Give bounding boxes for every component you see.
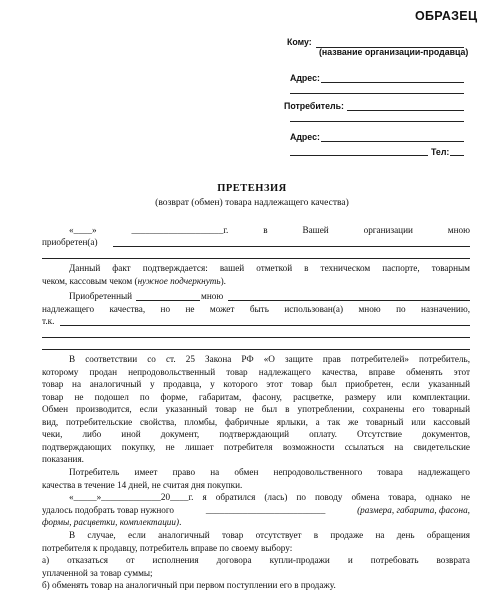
acquired-blank-line [136, 300, 200, 301]
product-blank-line [113, 246, 470, 247]
right-line: качества в течение 14 дней, не считая дня покупки. [42, 479, 243, 490]
consumer-blank-line-2 [290, 121, 464, 122]
request-text-end: . [179, 517, 182, 527]
word: быть [249, 304, 269, 314]
address2-blank-line [321, 141, 464, 142]
law-line: Обмен производится, если указанный товар не был в употреблении, сохранены его товарный [42, 404, 470, 414]
org-hint: (название организации-продавца) [319, 47, 469, 57]
address2-label: Адрес: [290, 132, 320, 142]
address2-blank-line-2 [290, 155, 428, 156]
word: надлежащего [42, 304, 95, 314]
word: по [396, 304, 406, 314]
word: назначению, [421, 304, 470, 314]
proof-text-end: ). [220, 276, 226, 286]
law-line: чеки, либо иной документ, подтверждающий оплату. Отсутствие документов, [42, 429, 470, 439]
purchase-day-blank: «____» [69, 225, 97, 235]
because-label: т.к. [42, 316, 55, 326]
law-line: показания. [42, 454, 84, 464]
proof-text: чеком, кассовым чеком ( [42, 276, 138, 286]
blank-line [42, 258, 470, 259]
purchase-date-blank: ____________________г. [131, 225, 229, 235]
word: но [160, 304, 171, 314]
to-label: Кому: [287, 37, 312, 47]
reason-blank-line [60, 325, 470, 326]
law-line: вид, потребительские свойства, пломбы, фабричные ярлыки, а так же товарный или кассовый [42, 416, 470, 427]
phone-blank-line [450, 155, 464, 156]
proof-line-1: Данный факт подтверждается: вашей отметкой в техническом паспорте, товарным [69, 263, 470, 273]
right-line: Потребитель имеет право на обмен непродовольственного товара надлежащего [69, 467, 470, 477]
word: не [185, 304, 195, 314]
request-line-2 [42, 504, 470, 517]
word: использован(а) [284, 304, 344, 314]
word: качества, [109, 304, 146, 314]
choice-line: В случае, если аналогичный товар отсутствует в продаже на день обращения [69, 530, 470, 540]
proof-hint: нужное подчеркнуть [137, 276, 221, 286]
option-a-line: а) отказаться от исполнения договора купли-продажи и потребовать возврата [42, 555, 470, 565]
blank-line [42, 337, 470, 338]
request-text: удалось подобрать товар нужного [42, 504, 174, 515]
word: организации [363, 225, 413, 235]
law-line: товар не подошел по форме, габаритам, фасону, расцветке, размеру или комплектации. [42, 391, 470, 402]
sample-label: ОБРАЗЕЦ [415, 9, 478, 23]
request-hint: (размера, габарита, фасона, [357, 504, 470, 515]
proof-line-2 [42, 275, 226, 288]
request-line-1: «_____»_____________20____г. я обратился (лась) по поводу обмена товара, однако не [69, 492, 470, 502]
address1-label: Адрес: [290, 73, 320, 83]
defect-line-2 [42, 303, 470, 316]
word: может [209, 304, 235, 314]
consumer-blank-line [347, 110, 464, 111]
blank-line [42, 349, 470, 350]
acquired-item-blank-line [228, 300, 470, 301]
phone-label: Тел: [431, 147, 450, 157]
request-blank: __________________________ [205, 504, 326, 515]
address1-blank-line-2 [290, 93, 464, 94]
option-b: б) обменять товар на аналогичный при первом поступлении его в продажу. [42, 580, 336, 590]
word: мною [358, 304, 381, 314]
request-hint-cont: формы, расцветки, комплектации) [42, 517, 180, 527]
address1-blank-line [321, 82, 464, 83]
purchase-date-line [69, 224, 470, 237]
word: в [263, 225, 268, 235]
by-me-label: мною [201, 291, 224, 301]
law-line: В соответствии со ст. 25 Закона РФ «О защите прав потребителей» потребитель, [69, 354, 470, 364]
law-line: подтверждающих покупку, не лишает потребителя возможности ссылаться на свидетельские [42, 441, 470, 452]
choice-line: потребителя к продавцу, потребитель вправе по своему выбору: [42, 542, 293, 553]
option-a-line: уплаченной за товар суммы; [42, 567, 153, 578]
document-subtitle: (возврат (обмен) товара надлежащего качества) [155, 197, 349, 208]
acquired-label: Приобретенный [69, 291, 133, 301]
purchased-label: приобретен(а) [42, 237, 98, 247]
word: мною [447, 225, 470, 235]
word: Вашей [302, 225, 329, 235]
law-line: товар на аналогичный у продавца, у которого этот товар был приобретен, если указанный [42, 379, 470, 389]
request-line-3 [42, 516, 181, 529]
law-line: которому продан непродовольственный товар надлежащего качества, вправе обменять этот [42, 366, 470, 377]
document-title: ПРЕТЕНЗИЯ [217, 183, 287, 194]
consumer-label: Потребитель: [284, 101, 344, 111]
